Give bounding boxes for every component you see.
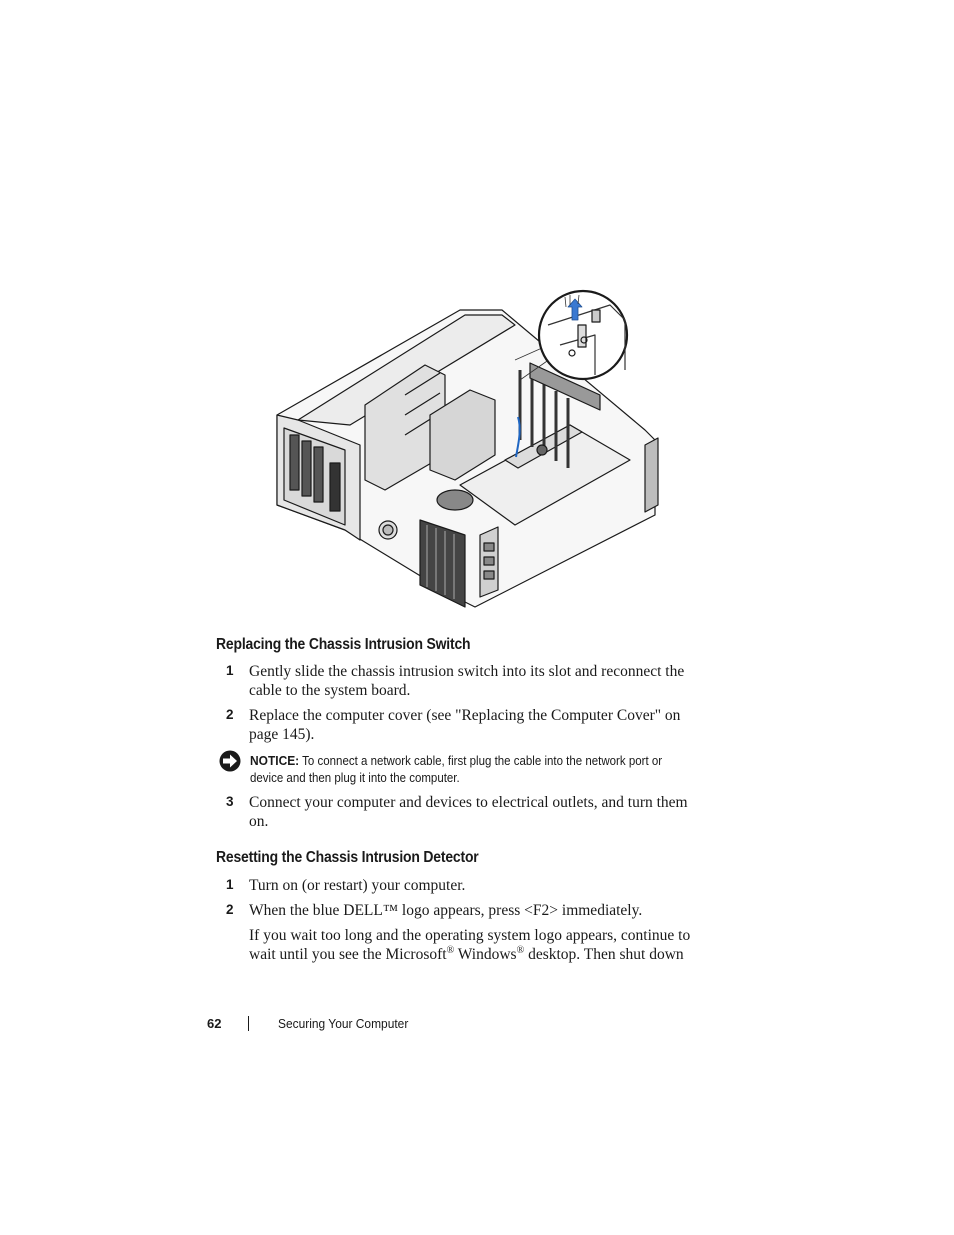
registered-mark: ® — [446, 944, 455, 956]
step-number: 1 — [226, 877, 234, 892]
notice-label: NOTICE: — [250, 753, 300, 768]
footer-title: Securing Your Computer — [278, 1016, 409, 1031]
footer-divider — [248, 1016, 249, 1031]
section-heading-resetting-detector: Resetting the Chassis Intrusion Detector — [216, 849, 479, 866]
step-number: 2 — [226, 707, 234, 722]
notice-arrow-icon — [219, 750, 241, 772]
step-text: When the blue DELL™ logo appears, press <F2> immediately. — [249, 902, 643, 919]
notice-text — [250, 752, 682, 787]
step-number: 1 — [226, 663, 234, 678]
section-heading-replacing-switch: Replacing the Chassis Intrusion Switch — [216, 636, 471, 653]
page-number: 62 — [207, 1016, 222, 1031]
step-text: Gently slide the chassis intrusion switch into its slot and reconnect the cable to the system board. — [249, 663, 685, 699]
chassis-intrusion-switch-illustration — [270, 285, 665, 615]
registered-mark: ® — [516, 944, 525, 956]
notice-message: To connect a network cable, first plug the cable into the network port or device and then plug it into the computer. — [250, 754, 663, 785]
step-text: Replace the computer cover (see "Replacing the Computer Cover" on page 145). — [249, 707, 681, 743]
paragraph: If you wait too long and the operating system logo appears, continue to wait until you see the Microsoft® Windows® desktop. Then shut down — [249, 927, 691, 963]
step-number: 2 — [226, 902, 234, 917]
step-text: Connect your computer and devices to electrical outlets, and turn them on. — [249, 794, 688, 830]
step-text: Turn on (or restart) your computer. — [249, 877, 466, 894]
step-number: 3 — [226, 794, 234, 809]
